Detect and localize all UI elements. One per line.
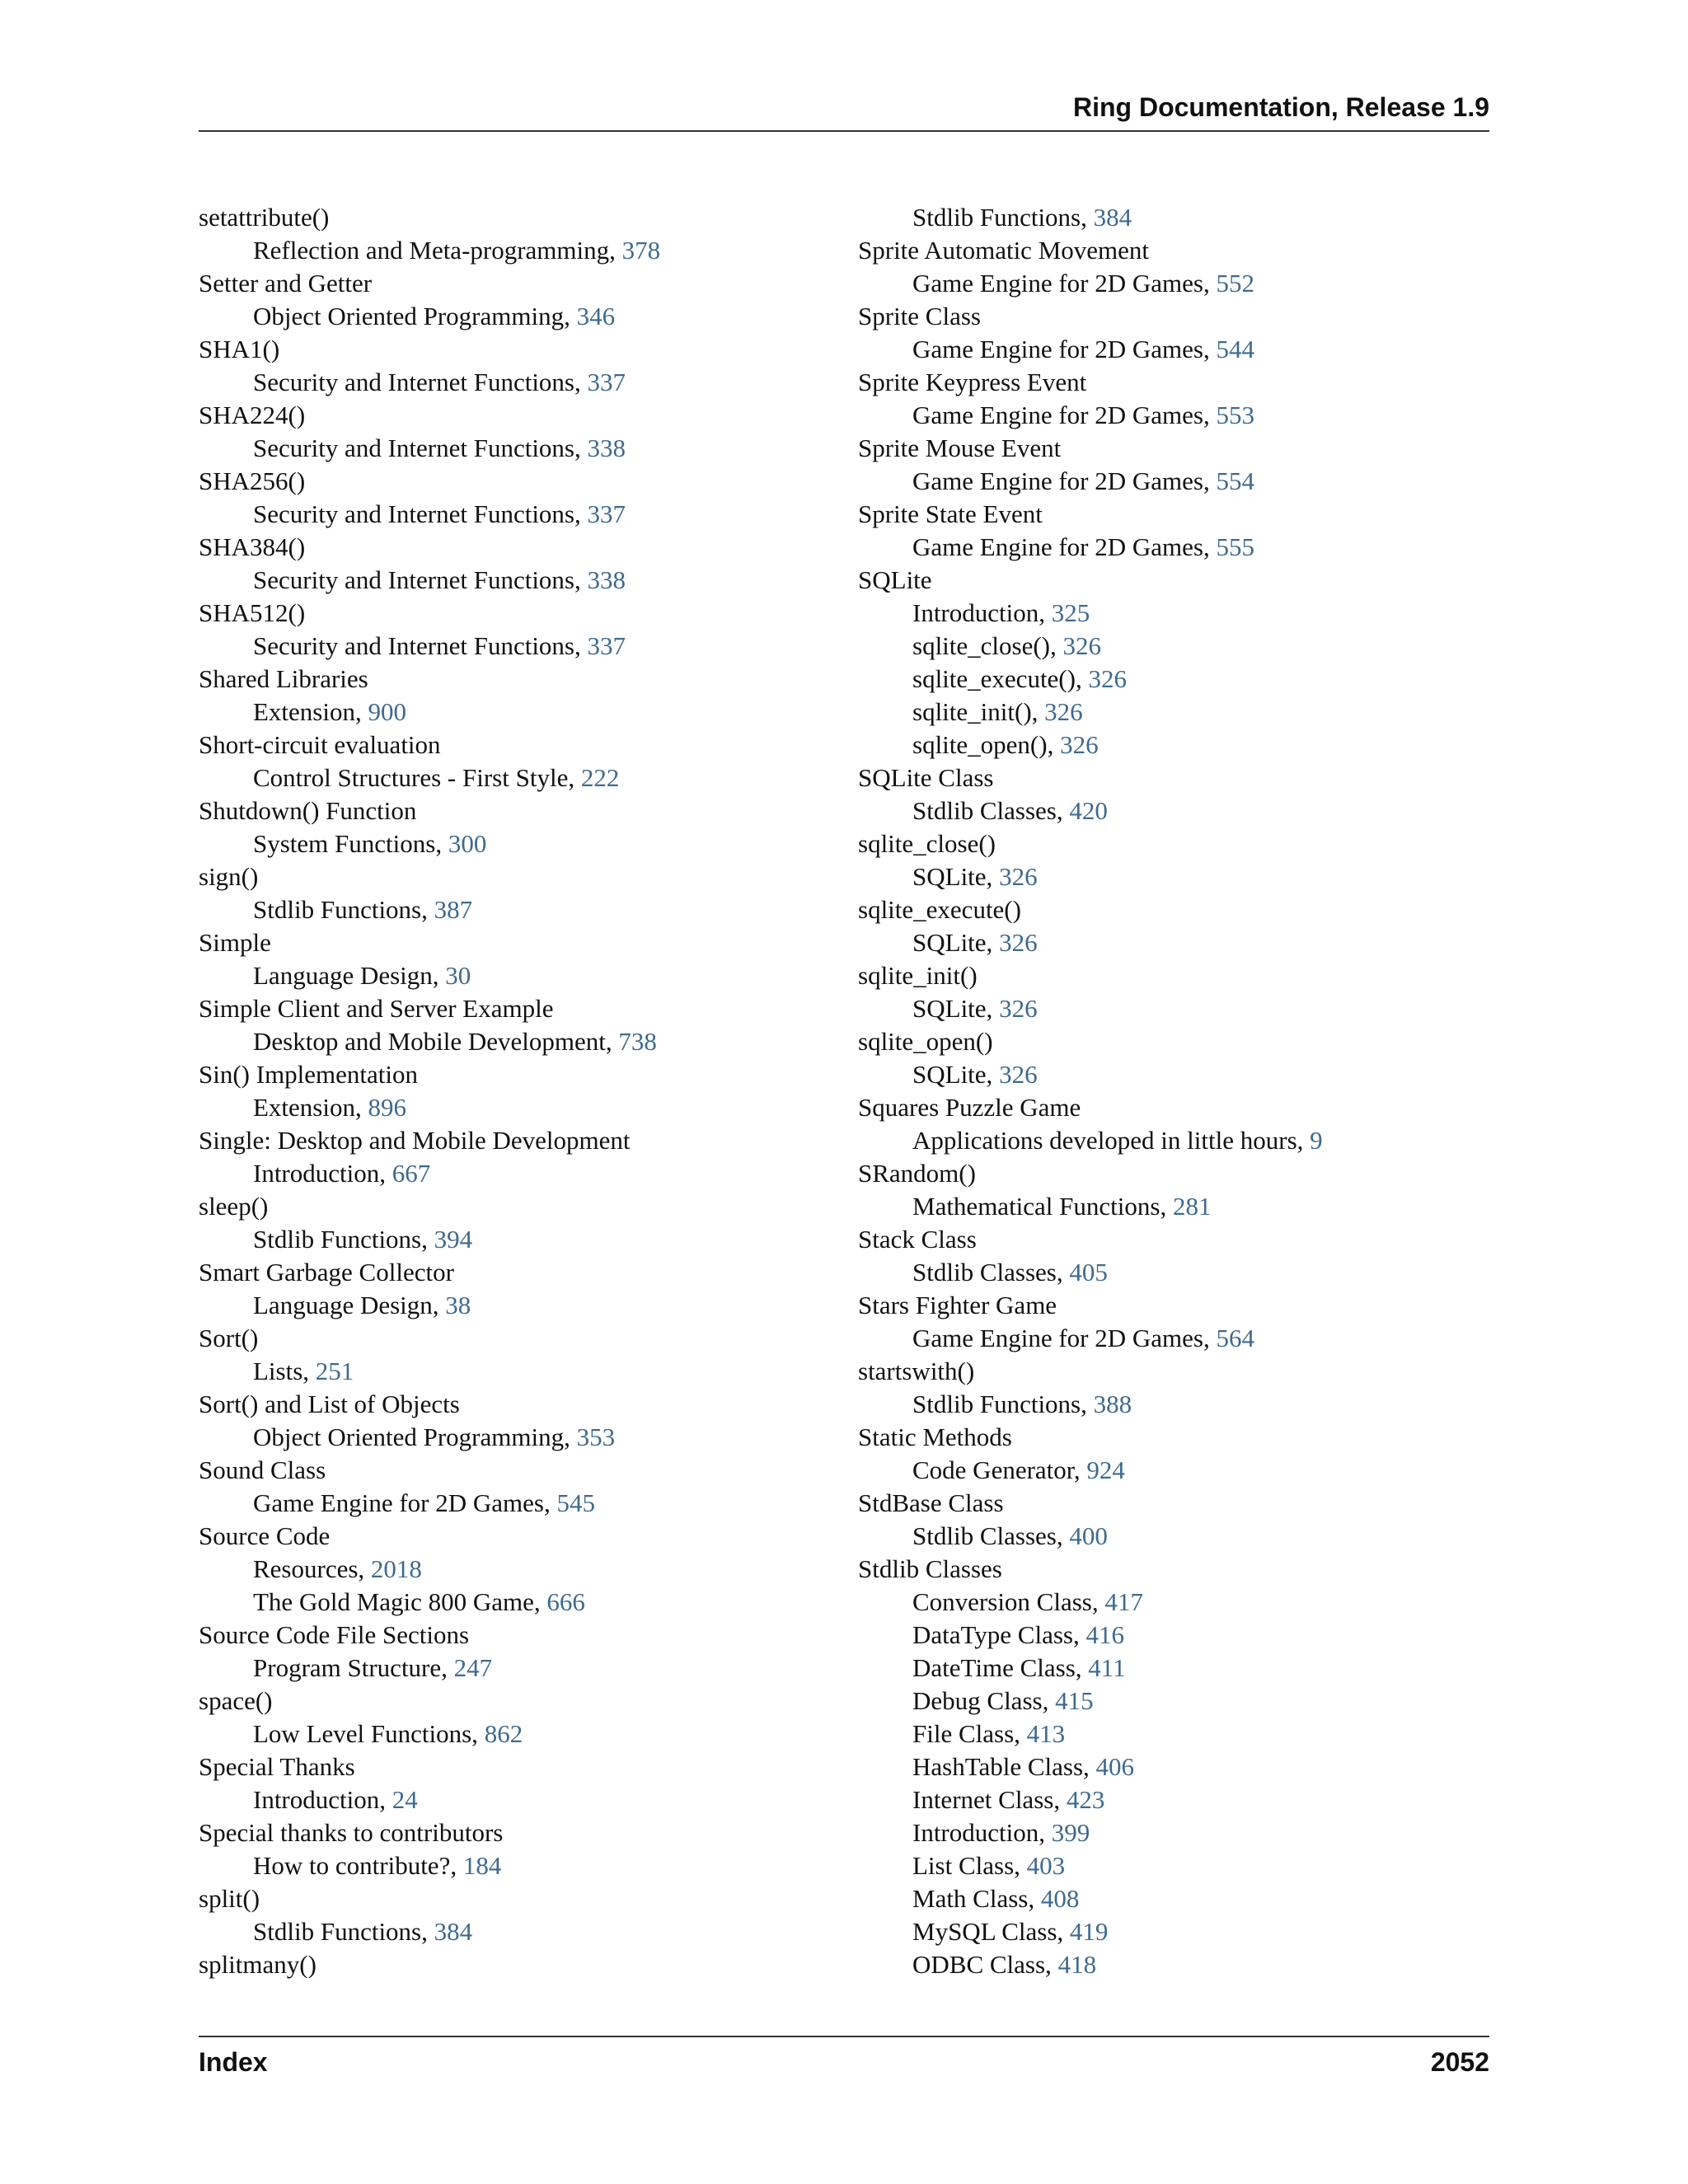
index-entry: [858, 1289, 1501, 1322]
index-subentry: [858, 597, 1501, 630]
page-link[interactable]: 346: [576, 302, 616, 330]
index-term: split(): [199, 1884, 260, 1913]
index-term: SQLite: [858, 565, 932, 594]
index-subentry: [858, 1454, 1501, 1487]
page-link[interactable]: 30: [445, 961, 471, 990]
index-entry: [858, 1421, 1501, 1454]
page-link[interactable]: 417: [1104, 1587, 1143, 1616]
index-term: Stdlib Functions,: [912, 203, 1094, 232]
index-subentry: [858, 696, 1501, 729]
index-subentry: [858, 1849, 1501, 1882]
index-subentry: [199, 1157, 842, 1190]
index-entry: [858, 564, 1501, 597]
index-subentry: [858, 1718, 1501, 1750]
index-term: sqlite_close(),: [912, 631, 1063, 660]
index-term: SQLite Class: [858, 763, 994, 792]
index-entry: [858, 366, 1501, 399]
index-subentry: [199, 1487, 842, 1520]
index-subentry: [199, 1355, 842, 1388]
index-term: SQLite,: [912, 928, 1000, 957]
index-term: Code Generator,: [912, 1455, 1087, 1484]
page-link[interactable]: 326: [1060, 730, 1099, 759]
index-term: Security and Internet Functions,: [253, 631, 588, 660]
page-link[interactable]: 418: [1057, 1950, 1097, 1979]
index-entry: [858, 432, 1501, 465]
index-term: sqlite_init(),: [912, 697, 1045, 726]
page-link[interactable]: 416: [1085, 1620, 1124, 1649]
index-term: The Gold Magic 800 Game,: [253, 1587, 547, 1616]
index-subentry: [858, 333, 1501, 366]
index-subentry: [858, 1388, 1501, 1421]
index-entry: [199, 1948, 842, 1981]
page-link[interactable]: 419: [1069, 1917, 1109, 1946]
page-footer: [199, 2036, 1489, 2087]
index-term: Resources,: [253, 1554, 371, 1583]
index-entry: [199, 267, 842, 300]
index-subentry: [858, 663, 1501, 696]
index-term: sqlite_open(): [858, 1027, 993, 1056]
page-link[interactable]: 862: [484, 1719, 523, 1748]
index-term: Sprite Automatic Movement: [858, 236, 1150, 265]
page-link[interactable]: 403: [1026, 1851, 1066, 1880]
page-link[interactable]: 406: [1095, 1752, 1135, 1781]
index-entry: [858, 893, 1501, 926]
page-link[interactable]: 399: [1051, 1818, 1090, 1847]
index-term: sqlite_init(): [858, 961, 978, 990]
page-link[interactable]: 423: [1066, 1785, 1105, 1814]
page-link[interactable]: 415: [1055, 1686, 1094, 1715]
page-link[interactable]: 337: [587, 368, 626, 396]
index-term: List Class,: [912, 1851, 1027, 1880]
index-subentry: [858, 1882, 1501, 1915]
page-link[interactable]: 353: [576, 1422, 616, 1451]
index-term: Squares Puzzle Game: [858, 1093, 1081, 1122]
index-term: Game Engine for 2D Games,: [253, 1488, 557, 1517]
index-subentry: [858, 1058, 1501, 1091]
index-subentry: [199, 300, 842, 333]
index-entry: [199, 1520, 842, 1553]
index-term: splitmany(): [199, 1950, 316, 1979]
index-term: Stdlib Classes: [858, 1554, 1002, 1583]
page-link[interactable]: 554: [1216, 466, 1254, 495]
page-link[interactable]: 400: [1069, 1521, 1108, 1550]
index-term: Introduction,: [912, 598, 1052, 627]
page-link[interactable]: 384: [434, 1917, 473, 1946]
page-link[interactable]: 9: [1310, 1126, 1323, 1155]
index-term: Sort() and List of Objects: [199, 1390, 460, 1418]
index-term: Low Level Functions,: [253, 1719, 485, 1748]
index-term: SHA512(): [199, 598, 306, 627]
page-link[interactable]: 300: [448, 829, 487, 858]
page-link[interactable]: 326: [1044, 697, 1083, 726]
index-term: sqlite_close(): [858, 829, 996, 858]
page-link[interactable]: 325: [1051, 598, 1090, 627]
index-term: Security and Internet Functions,: [253, 434, 588, 462]
page-link[interactable]: 394: [434, 1225, 473, 1254]
index-term: Shutdown() Function: [199, 796, 417, 825]
index-subentry: [858, 992, 1501, 1025]
index-subentry: [858, 1619, 1501, 1652]
index-term: Sprite Keypress Event: [858, 368, 1087, 396]
index-entry: [199, 992, 842, 1025]
index-term: startswith(): [858, 1357, 975, 1385]
index-entry: [199, 333, 842, 366]
index-term: Lists,: [253, 1357, 316, 1385]
index-entry: [199, 926, 842, 959]
index-subentry: [199, 234, 842, 267]
index-column-left: [199, 201, 842, 1981]
index-term: Sound Class: [199, 1455, 326, 1484]
index-entry: [858, 1091, 1501, 1124]
index-term: Sprite Class: [858, 302, 981, 330]
index-term: Debug Class,: [912, 1686, 1056, 1715]
index-term: Stdlib Classes,: [912, 796, 1070, 825]
index-subentry: [199, 1783, 842, 1816]
index-term: Mathematical Functions,: [912, 1192, 1173, 1221]
index-subentry: [858, 926, 1501, 959]
index-term: Sprite State Event: [858, 499, 1043, 528]
index-term: Applications developed in little hours,: [912, 1126, 1311, 1155]
index-term: How to contribute?,: [253, 1851, 463, 1880]
index-subentry: [858, 860, 1501, 893]
index-subentry: [858, 729, 1501, 762]
index-entry: [858, 300, 1501, 333]
index-term: SHA224(): [199, 401, 306, 429]
index-subentry: [858, 399, 1501, 432]
index-term: Special thanks to contributors: [199, 1818, 504, 1847]
page-link[interactable]: 411: [1088, 1653, 1126, 1682]
index-term: Extension,: [253, 697, 368, 726]
index-entry: [858, 762, 1501, 794]
index-subentry: [199, 1553, 842, 1586]
index-subentry: [199, 1091, 842, 1124]
index-subentry: [199, 893, 842, 926]
page-link[interactable]: 281: [1172, 1192, 1212, 1221]
index-term: sqlite_execute(),: [912, 664, 1089, 693]
index-term: Stack Class: [858, 1225, 977, 1254]
index-term: sleep(): [199, 1192, 269, 1221]
index-term: Simple Client and Server Example: [199, 994, 554, 1023]
index-entry: [199, 1058, 842, 1091]
index-entry: [199, 597, 842, 630]
index-entry: [199, 729, 842, 762]
index-term: Object Oriented Programming,: [253, 302, 577, 330]
index-subentry: [858, 1652, 1501, 1685]
index-term: sqlite_execute(): [858, 895, 1021, 924]
index-subentry: [199, 366, 842, 399]
index-term: Smart Garbage Collector: [199, 1258, 454, 1286]
index-term: Simple: [199, 928, 271, 957]
index-entry: [199, 1685, 842, 1718]
page-link[interactable]: 337: [587, 631, 626, 660]
index-term: sqlite_open(),: [912, 730, 1061, 759]
index-term: sign(): [199, 862, 259, 891]
index-term: Security and Internet Functions,: [253, 565, 588, 594]
index-subentry: [199, 1289, 842, 1322]
index-subentry: [858, 1948, 1501, 1981]
index-subentry: [858, 794, 1501, 827]
index-subentry: [199, 564, 842, 597]
page-link[interactable]: 564: [1216, 1324, 1254, 1352]
page-link[interactable]: 338: [587, 434, 626, 462]
index-term: Short-circuit evaluation: [199, 730, 441, 759]
page-link[interactable]: 378: [621, 236, 661, 265]
index-subentry: [199, 1652, 842, 1685]
index-entry: [858, 1157, 1501, 1190]
index-term: Game Engine for 2D Games,: [912, 1324, 1217, 1352]
page-link[interactable]: 545: [556, 1488, 595, 1517]
index-entry: [199, 1454, 842, 1487]
index-term: Source Code File Sections: [199, 1620, 470, 1649]
index-entry: [199, 860, 842, 893]
page-link[interactable]: 326: [999, 928, 1038, 957]
index-subentry: [199, 1025, 842, 1058]
index-term: Stdlib Functions,: [253, 1917, 434, 1946]
index-term: space(): [199, 1686, 273, 1715]
index-term: Desktop and Mobile Development,: [253, 1027, 619, 1056]
index-entry: [199, 1882, 842, 1915]
page-link[interactable]: 247: [453, 1653, 493, 1682]
index-entry: [199, 1750, 842, 1783]
page-link[interactable]: 405: [1069, 1258, 1108, 1286]
index-subentry: [858, 267, 1501, 300]
index-term: Introduction,: [253, 1159, 392, 1188]
index-term: Control Structures - First Style,: [253, 763, 581, 792]
index-subentry: [199, 827, 842, 860]
index-entry: [858, 1025, 1501, 1058]
index-subentry: [858, 1783, 1501, 1816]
index-entry: [199, 1619, 842, 1652]
page-link[interactable]: 553: [1216, 401, 1254, 429]
index-subentry: [858, 630, 1501, 663]
page-number: 2052: [1430, 2047, 1489, 2077]
index-subentry: [199, 630, 842, 663]
index-term: setattribute(): [199, 203, 330, 232]
index-subentry: [199, 1421, 842, 1454]
page-link[interactable]: 555: [1216, 532, 1254, 561]
index-term: Source Code: [199, 1521, 331, 1550]
page-link[interactable]: 326: [1088, 664, 1127, 693]
index-term: SQLite,: [912, 994, 1000, 1023]
page-link[interactable]: 184: [462, 1851, 502, 1880]
index-entry: [858, 498, 1501, 531]
page-link[interactable]: 338: [587, 565, 626, 594]
index-subentry: [858, 1915, 1501, 1948]
index-entry: [199, 1124, 842, 1157]
index-term: Introduction,: [253, 1785, 392, 1814]
index-term: Static Methods: [858, 1422, 1012, 1451]
page-link[interactable]: 337: [587, 499, 626, 528]
index-term: Sort(): [199, 1324, 259, 1352]
index-term: Game Engine for 2D Games,: [912, 335, 1217, 363]
index-term: Security and Internet Functions,: [253, 499, 588, 528]
page-link[interactable]: 326: [999, 994, 1038, 1023]
index-entry: [858, 1553, 1501, 1586]
index-subentry: [199, 959, 842, 992]
index-entry: [199, 399, 842, 432]
index-subentry: [199, 1586, 842, 1619]
index-term: Single: Desktop and Mobile Development: [199, 1126, 631, 1155]
index-term: Stdlib Functions,: [253, 895, 434, 924]
index-subentry: [199, 696, 842, 729]
index-entry: [858, 1223, 1501, 1256]
page-link[interactable]: 420: [1069, 796, 1108, 825]
page-link[interactable]: 408: [1040, 1884, 1080, 1913]
index-term: Special Thanks: [199, 1752, 355, 1781]
page-link[interactable]: 666: [546, 1587, 585, 1616]
index-term: DataType Class,: [912, 1620, 1086, 1649]
index-term: Reflection and Meta-programming,: [253, 236, 622, 265]
index-term: Stdlib Functions,: [912, 1390, 1094, 1418]
index-entry: [199, 1190, 842, 1223]
index-term: StdBase Class: [858, 1488, 1004, 1517]
index-subentry: [858, 1750, 1501, 1783]
page-link[interactable]: 388: [1093, 1390, 1132, 1418]
index-term: System Functions,: [253, 829, 448, 858]
index-term: Security and Internet Functions,: [253, 368, 588, 396]
page-link[interactable]: 544: [1216, 335, 1254, 363]
index-entry: [199, 1322, 842, 1355]
index-entry: [199, 663, 842, 696]
index-subentry: [199, 498, 842, 531]
page-link[interactable]: 924: [1086, 1455, 1125, 1484]
page-link[interactable]: 667: [392, 1159, 431, 1188]
index-term: Conversion Class,: [912, 1587, 1105, 1616]
index-subentry: [199, 762, 842, 794]
index-term: Stdlib Classes,: [912, 1521, 1070, 1550]
index-entry: [199, 1256, 842, 1289]
index-entry: [199, 201, 842, 234]
index-subentry: [199, 1718, 842, 1750]
index-term: Language Design,: [253, 1291, 446, 1319]
page-link[interactable]: 900: [368, 697, 406, 726]
index-term: Internet Class,: [912, 1785, 1067, 1814]
index-term: MySQL Class,: [912, 1917, 1070, 1946]
index-term: Extension,: [253, 1093, 368, 1122]
page-link[interactable]: 24: [392, 1785, 418, 1814]
index-term: HashTable Class,: [912, 1752, 1096, 1781]
index-term: Shared Libraries: [199, 664, 368, 693]
index-term: Stdlib Classes,: [912, 1258, 1070, 1286]
index-subentry: [858, 465, 1501, 498]
index-subentry: [858, 1520, 1501, 1553]
page-link[interactable]: 896: [368, 1093, 406, 1122]
index-subentry: [858, 531, 1501, 564]
index-subentry: [858, 201, 1501, 234]
index-subentry: [858, 1322, 1501, 1355]
index-entry: [199, 1388, 842, 1421]
page-link[interactable]: 387: [434, 895, 473, 924]
page-link[interactable]: 738: [618, 1027, 657, 1056]
index-term: Game Engine for 2D Games,: [912, 401, 1217, 429]
page-link[interactable]: 326: [999, 1060, 1038, 1089]
page-link[interactable]: 384: [1093, 203, 1132, 232]
page-link[interactable]: 326: [1062, 631, 1102, 660]
index-entry: [199, 465, 842, 498]
index-term: Math Class,: [912, 1884, 1041, 1913]
index-subentry: [858, 1816, 1501, 1849]
index-term: Game Engine for 2D Games,: [912, 269, 1217, 298]
document-title: Ring Documentation, Release 1.9: [1072, 92, 1489, 122]
index-subentry: [858, 1256, 1501, 1289]
index-term: Sprite Mouse Event: [858, 434, 1062, 462]
index-subentry: [858, 1685, 1501, 1718]
index-entry: [858, 827, 1501, 860]
index-term: Object Oriented Programming,: [253, 1422, 577, 1451]
index-entry: [199, 531, 842, 564]
index-term: Game Engine for 2D Games,: [912, 466, 1217, 495]
index-term: DateTime Class,: [912, 1653, 1089, 1682]
index-term: File Class,: [912, 1719, 1027, 1748]
index-subentry: [199, 1223, 842, 1256]
index-subentry: [858, 1124, 1501, 1157]
index-term: SHA256(): [199, 466, 306, 495]
index-term: SQLite,: [912, 862, 1000, 891]
page-link[interactable]: 38: [445, 1291, 471, 1319]
index-term: Stdlib Functions,: [253, 1225, 434, 1254]
index-term: Stars Fighter Game: [858, 1291, 1057, 1319]
index-column-right: [858, 201, 1501, 1981]
page-header: [199, 92, 1489, 132]
index-term: Sin() Implementation: [199, 1060, 419, 1089]
index-term: Setter and Getter: [199, 269, 373, 298]
index-entry: [858, 1487, 1501, 1520]
page-link[interactable]: 2018: [370, 1554, 422, 1583]
index-entry: [858, 1355, 1501, 1388]
index-term: Game Engine for 2D Games,: [912, 532, 1217, 561]
page-link[interactable]: 413: [1026, 1719, 1066, 1748]
page-link[interactable]: 552: [1216, 269, 1254, 298]
index-entry: [199, 794, 842, 827]
index-subentry: [858, 1586, 1501, 1619]
index-term: SHA384(): [199, 532, 306, 561]
index-term: Language Design,: [253, 961, 446, 990]
page-link[interactable]: 326: [999, 862, 1038, 891]
index-subentry: [199, 432, 842, 465]
index-term: Program Structure,: [253, 1653, 454, 1682]
index-subentry: [199, 1915, 842, 1948]
index-term: Introduction,: [912, 1818, 1052, 1847]
index-term: SQLite,: [912, 1060, 1000, 1089]
index-entry: [858, 234, 1501, 267]
index-term: SRandom(): [858, 1159, 976, 1188]
footer-section-label: Index: [199, 2047, 268, 2077]
index-term: ODBC Class,: [912, 1950, 1058, 1979]
index-term: SHA1(): [199, 335, 280, 363]
index-subentry: [858, 1190, 1501, 1223]
page-link[interactable]: 251: [315, 1357, 354, 1385]
index-entry: [199, 1816, 842, 1849]
page-link[interactable]: 222: [580, 763, 620, 792]
index-entry: [858, 959, 1501, 992]
index-subentry: [199, 1849, 842, 1882]
